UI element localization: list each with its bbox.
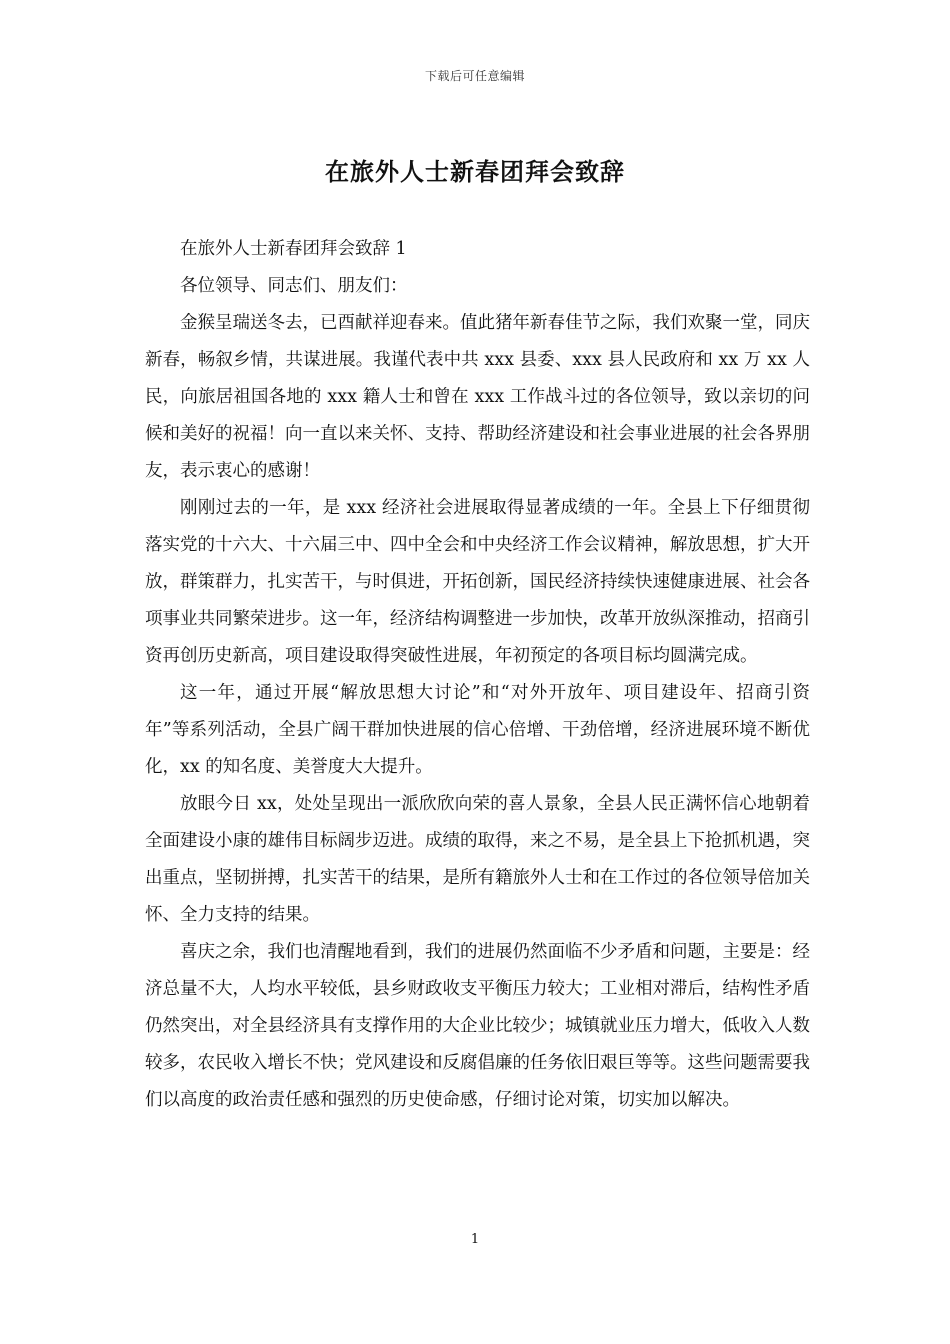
body-paragraph: 刚刚过去的一年，是 xxx 经济社会进展取得显著成绩的一年。全县上下仔细贯彻落实党的十六大、十六届三中、四中全会和中央经济工作会议精神，解放思想，扩大开放，群策群力，扎实苦干，与时俱进，开拓创新，国民经济持续快速健康进展、社会各项事业共同繁荣进步。这一年，经济结构调整进一步加快，改革开放纵深推动，招商引资再创历史新高，项目建设取得突破性进展，年初预定的各项目标均圆满完成。: [145, 498, 810, 666]
page-header-note: 下载后可任意编辑: [424, 69, 525, 83]
document-body: [145, 231, 810, 1119]
salutation-paragraph: 各位领导、同志们、朋友们：: [180, 276, 408, 296]
body-paragraph: 喜庆之余，我们也清醒地看到，我们的进展仍然面临不少矛盾和问题，主要是：经济总量不大，人均水平较低，县乡财政收支平衡压力较大；工业相对滞后，结构性矛盾仍然突出，对全县经济具有支撑作用的大企业比较少；城镇就业压力增大，低收入人数较多，农民收入增长不快；党风建设和反腐倡廉的任务依旧艰巨等等。这些问题需要我们以高度的政治责任感和强烈的历史使命感，仔细讨论对策，切实加以解决。: [145, 942, 810, 1110]
body-paragraph: 这一年，通过开展“解放思想大讨论”和“对外开放年、项目建设年、招商引资年”等系列活动，全县广阔干群加快进展的信心倍增、干劲倍增，经济进展环境不断优化，xx 的知名度、美誉度大大提升。: [145, 683, 810, 777]
document-title: 在旅外人士新春团拜会致辞: [325, 157, 625, 186]
body-paragraph: 金猴呈瑞送冬去，已酉献祥迎春来。值此猪年新春佳节之际，我们欢聚一堂，同庆新春，畅叙乡情，共谋进展。我谨代表中共 xxx 县委、xxx 县人民政府和 xx 万 xx 人民，向旅居祖国各地的 xxx 籍人士和曾在 xxx 工作战斗过的各位领导，致以亲切的问候和美好的祝福！向一直以来关怀、支持、帮助经济建设和社会事业进展的社会各界朋友，表示衷心的感谢！: [145, 313, 810, 481]
page-number: 1: [470, 1232, 480, 1247]
body-paragraph: 放眼今日 xx，处处呈现出一派欣欣向荣的喜人景象，全县人民正满怀信心地朝着全面建设小康的雄伟目标阔步迈进。成绩的取得，来之不易，是全县上下抢抓机遇，突出重点，坚韧拼搏，扎实苦干的结果，是所有籍旅外人士和在工作过的各位领导倍加关怀、全力支持的结果。: [145, 794, 810, 925]
subtitle-paragraph: 在旅外人士新春团拜会致辞 1: [180, 239, 407, 259]
